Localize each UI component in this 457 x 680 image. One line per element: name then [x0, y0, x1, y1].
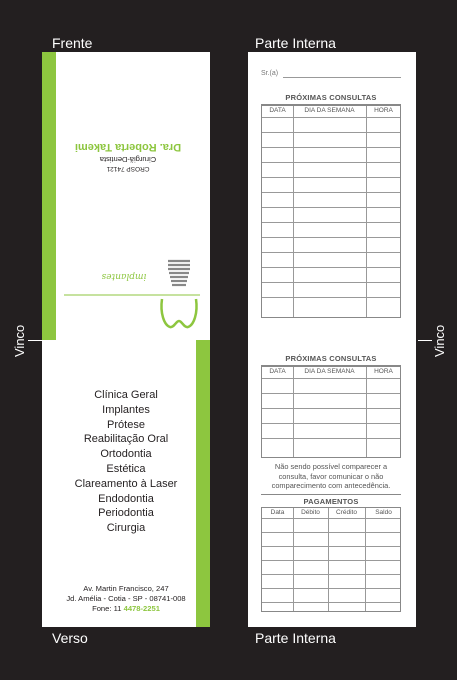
appointments-title-1: PRÓXIMAS CONSULTAS: [285, 93, 377, 102]
pay-col-debit: Débito: [301, 509, 320, 516]
services-list: [42, 388, 210, 536]
card-outer: [42, 52, 210, 627]
fold-mark-right: [418, 340, 432, 341]
service-item: Reabilitação Oral: [83, 433, 169, 446]
appointments-table-1: [261, 104, 401, 318]
service-item: Cirurgia: [106, 522, 146, 535]
label-parte-interna-top: Parte Interna: [255, 35, 336, 51]
label-frente: Frente: [52, 35, 93, 51]
patient-line: [283, 77, 401, 78]
table-row-line: [262, 546, 400, 547]
table-row-line: [262, 207, 400, 208]
service-item: Clínica Geral: [94, 389, 158, 401]
col-date: DATA: [269, 107, 286, 114]
table-row-line: [262, 237, 400, 238]
label-verso: Verso: [52, 630, 88, 646]
registration: CROSP 74121: [106, 165, 150, 172]
appointments-title-2: PRÓXIMAS CONSULTAS: [285, 354, 377, 363]
table-row-line: [262, 378, 400, 379]
table-row-line: [262, 393, 400, 394]
table-column-divider: [366, 106, 367, 317]
table-row-line: [262, 518, 400, 519]
label-vinco-left: Vinco: [12, 324, 27, 357]
front-doctor-block: [60, 140, 196, 173]
pay-col-credit: Crédito: [336, 509, 357, 516]
col-weekday-2: DIA DA SEMANA: [304, 368, 355, 375]
phone-line: [42, 604, 210, 614]
address-line-2: Jd. Amélia - Cotia - SP - 08741-008: [66, 594, 186, 603]
pay-col-date: Data: [270, 509, 285, 516]
patient-label: Sr.(a): [261, 70, 279, 77]
service-item: Implantes: [102, 403, 150, 416]
logo: [64, 255, 204, 335]
table-row-line: [262, 423, 400, 424]
table-column-divider: [293, 367, 294, 457]
table-row-line: [262, 147, 400, 148]
specialty: Cirurgiã-Dentista: [99, 155, 157, 164]
table-row-line: [262, 222, 400, 223]
front-green-bar: [42, 52, 56, 340]
label-vinco-right: Vinco: [432, 324, 447, 357]
appointments-table-2: [261, 365, 401, 458]
table-row-line: [262, 560, 400, 561]
table-row-line: [262, 438, 400, 439]
table-column-divider: [293, 106, 294, 317]
payments-table: [261, 507, 401, 612]
tooth-implant-icon: [64, 255, 204, 335]
table-row-line: [262, 588, 400, 589]
table-row-line: [262, 162, 400, 163]
service-item: Clareamento à Laser: [74, 477, 178, 490]
table-row-line: [262, 117, 400, 118]
phone-number: 4478-2251: [123, 604, 160, 613]
phone-prefix: Fone: 11: [92, 604, 122, 613]
logo-text: implantes: [101, 271, 147, 281]
col-time-2: HORA: [374, 368, 393, 375]
service-item: Estética: [106, 462, 146, 475]
fold-mark-left: [28, 340, 42, 341]
table-row-line: [262, 408, 400, 409]
label-parte-interna-bottom: Parte Interna: [255, 630, 336, 646]
pay-col-balance: Saldo: [375, 509, 392, 516]
col-weekday: DIA DA SEMANA: [304, 107, 355, 114]
table-column-divider: [366, 367, 367, 457]
address-block: [42, 584, 210, 614]
table-row-line: [262, 252, 400, 253]
table-row-line: [262, 532, 400, 533]
table-row-line: [262, 267, 400, 268]
col-date-2: DATA: [269, 368, 286, 375]
table-row-line: [262, 192, 400, 193]
notice-text: Não sendo possível comparecer a consulta, favor comunicar o não comparecimento com antecedência.: [271, 462, 391, 490]
service-item: Prótese: [107, 418, 145, 431]
table-row-line: [262, 297, 400, 298]
table-row-line: [262, 282, 400, 283]
service-item: Periodontia: [98, 507, 154, 520]
service-item: Ortodontia: [100, 448, 152, 461]
table-row-line: [262, 132, 400, 133]
table-row-line: [262, 177, 400, 178]
payments-title: PAGAMENTOS: [303, 497, 359, 506]
address-line-1: Av. Martin Francisco, 247: [83, 584, 169, 593]
table-row-line: [262, 574, 400, 575]
doctor-name: Dra. Roberta Takemi: [74, 141, 182, 153]
col-time: HORA: [374, 107, 393, 114]
table-row-line: [262, 602, 400, 603]
service-item: Endodontia: [98, 492, 154, 505]
